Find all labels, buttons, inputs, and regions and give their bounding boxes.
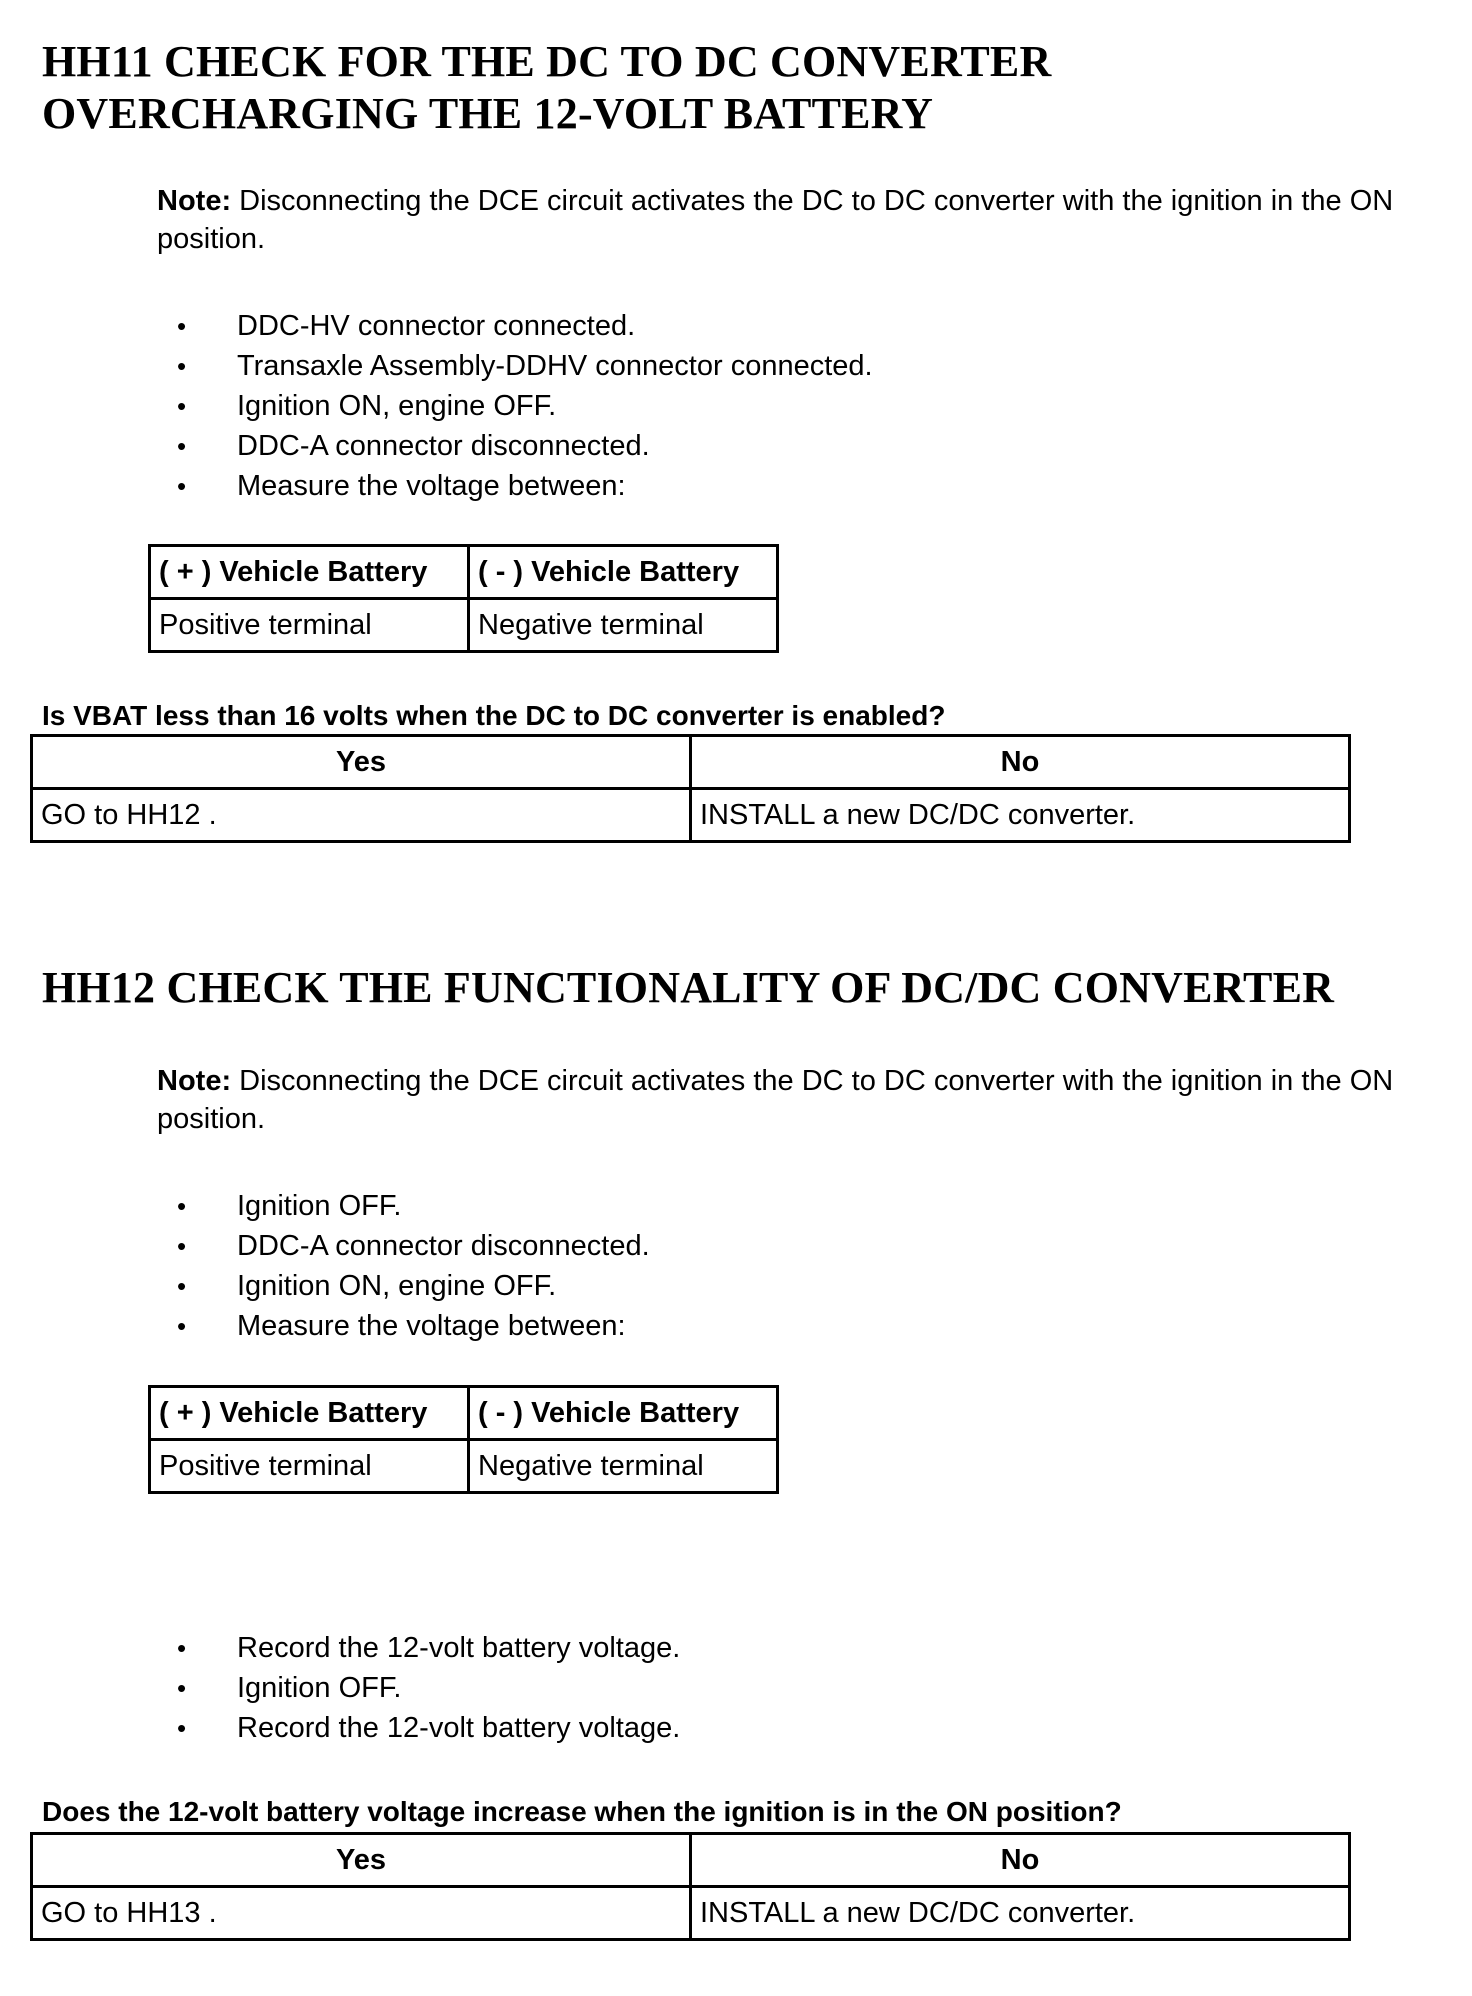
table-header-cell: ( + ) Vehicle Battery <box>150 1387 469 1440</box>
table-header-cell: Yes <box>32 1834 691 1887</box>
hh11-step-text: Measure the voltage between: <box>237 470 626 502</box>
hh12-answer-table <box>30 1832 1351 1941</box>
table-header-row <box>150 1387 778 1440</box>
hh12-step-text: DDC-A connector disconnected. <box>237 1230 650 1262</box>
table-header-cell: No <box>691 736 1350 789</box>
table-header-row <box>32 1834 1350 1887</box>
hh11-note-label: Note: <box>157 185 232 217</box>
table-cell: GO to HH13 . <box>32 1887 691 1940</box>
table-cell: INSTALL a new DC/DC converter. <box>691 1887 1350 1940</box>
hh11-note-text: Disconnecting the DCE circuit activates the DC to DC converter with the ignition in the ON position. <box>157 185 1394 255</box>
table-cell: Negative terminal <box>469 599 778 652</box>
hh11-answer-table <box>30 734 1351 843</box>
hh12-note-label: Note: <box>157 1065 232 1097</box>
table-header-cell: ( + ) Vehicle Battery <box>150 546 469 599</box>
bullet-icon: • <box>177 311 187 341</box>
hh12-step-text: Record the 12-volt battery voltage. <box>237 1712 681 1744</box>
hh12-question: Does the 12-volt battery voltage increase when the ignition is in the ON position? <box>42 1796 1122 1827</box>
table-header-row <box>150 546 778 599</box>
bullet-icon: • <box>177 351 187 381</box>
bullet-icon: • <box>177 1271 187 1301</box>
hh12-step-text: Record the 12-volt battery voltage. <box>237 1632 681 1664</box>
table-row <box>32 1887 1350 1940</box>
table-header-cell: ( - ) Vehicle Battery <box>469 546 778 599</box>
hh11-step-text: Ignition ON, engine OFF. <box>237 390 557 422</box>
hh12-note <box>157 1062 1457 1138</box>
hh12-measure-table <box>148 1385 779 1494</box>
bullet-icon: • <box>177 1191 187 1221</box>
table-header-row <box>32 736 1350 789</box>
bullet-icon: • <box>177 1311 187 1341</box>
table-header-cell: No <box>691 1834 1350 1887</box>
table-row <box>32 789 1350 842</box>
hh11-title <box>42 36 1051 140</box>
table-row <box>150 1440 778 1493</box>
hh11-measure-table <box>148 544 779 653</box>
hh11-step-text: DDC-HV connector connected. <box>237 310 636 342</box>
table-cell: Positive terminal <box>150 599 469 652</box>
hh12-note-text: Disconnecting the DCE circuit activates the DC to DC converter with the ignition in the ON position. <box>157 1065 1394 1135</box>
bullet-icon: • <box>177 1673 187 1703</box>
bullet-icon: • <box>177 1633 187 1663</box>
table-cell: Positive terminal <box>150 1440 469 1493</box>
table-cell: INSTALL a new DC/DC converter. <box>691 789 1350 842</box>
hh12-step-text: Ignition ON, engine OFF. <box>237 1270 557 1302</box>
hh11-note <box>157 182 1457 258</box>
table-cell: Negative terminal <box>469 1440 778 1493</box>
table-row <box>150 599 778 652</box>
hh11-step-text: Transaxle Assembly-DDHV connector connected. <box>237 350 873 382</box>
bullet-icon: • <box>177 1231 187 1261</box>
bullet-icon: • <box>177 1713 187 1743</box>
bullet-icon: • <box>177 471 187 501</box>
hh12-title: HH12 CHECK THE FUNCTIONALITY OF DC/DC CONVERTER <box>42 963 1335 1012</box>
hh11-title-line2: OVERCHARGING THE 12-VOLT BATTERY <box>42 89 934 138</box>
bullet-icon: • <box>177 431 187 461</box>
hh11-title-line1: HH11 CHECK FOR THE DC TO DC CONVERTER <box>42 37 1052 86</box>
table-header-cell: ( - ) Vehicle Battery <box>469 1387 778 1440</box>
bullet-icon: • <box>177 391 187 421</box>
table-header-cell: Yes <box>32 736 691 789</box>
hh12-step-text: Ignition OFF. <box>237 1190 402 1222</box>
hh11-question: Is VBAT less than 16 volts when the DC to DC converter is enabled? <box>42 700 946 731</box>
table-cell: GO to HH12 . <box>32 789 691 842</box>
hh12-step-text: Measure the voltage between: <box>237 1310 626 1342</box>
hh12-step-text: Ignition OFF. <box>237 1672 402 1704</box>
hh11-step-text: DDC-A connector disconnected. <box>237 430 650 462</box>
